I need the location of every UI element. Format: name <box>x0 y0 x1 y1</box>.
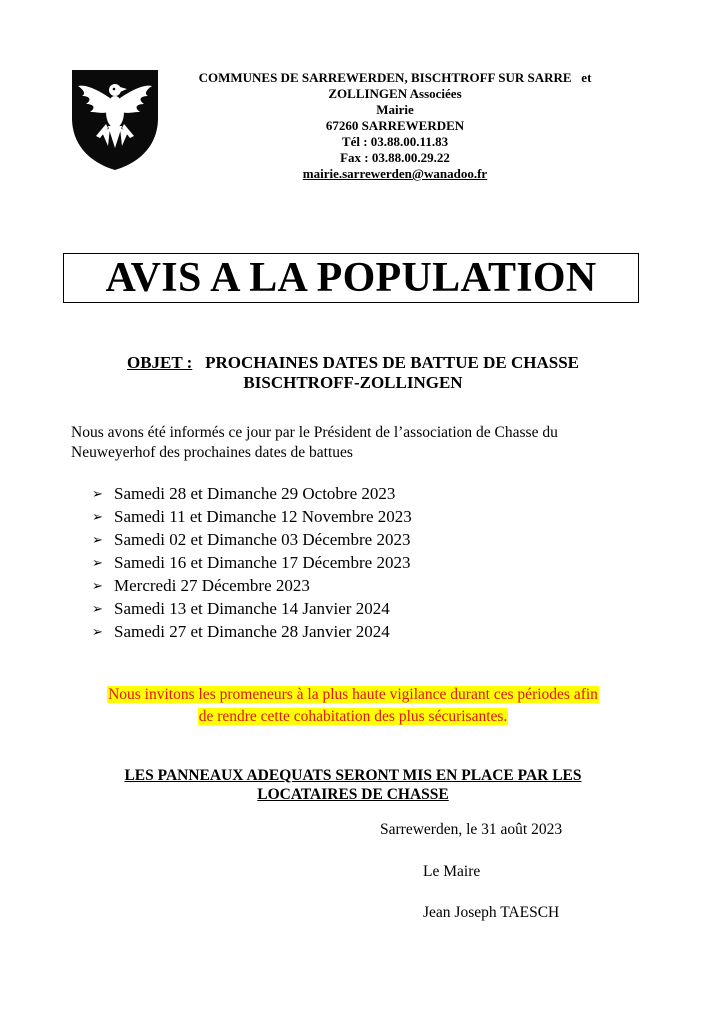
header-email-link[interactable]: mairie.sarrewerden@wanadoo.fr <box>302 166 488 181</box>
panneaux-line2: LOCATAIRES DE CHASSE <box>257 786 449 803</box>
date-text: Samedi 13 et Dimanche 14 Janvier 2024 <box>114 599 390 618</box>
date-item <box>92 482 412 505</box>
arrow-bullet-icon: ➢ <box>92 509 103 524</box>
date-text: Samedi 02 et Dimanche 03 Décembre 2023 <box>114 530 411 549</box>
warning-line1: Nous invitons les promeneurs à la plus haute vigilance durant ces périodes afin <box>108 686 598 703</box>
panneaux-line1: LES PANNEAUX ADEQUATS SERONT MIS EN PLACE PAR LES <box>124 767 582 784</box>
date-text: Samedi 28 et Dimanche 29 Octobre 2023 <box>114 484 396 503</box>
arrow-bullet-icon: ➢ <box>92 624 103 639</box>
arrow-bullet-icon: ➢ <box>92 601 103 616</box>
place-date: Sarrewerden, le 31 août 2023 <box>380 821 563 838</box>
dates-list <box>92 482 412 643</box>
date-text: Mercredi 27 Décembre 2023 <box>114 576 310 595</box>
date-text: Samedi 27 et Dimanche 28 Janvier 2024 <box>114 622 390 641</box>
objet-text: PROCHAINES DATES DE BATTUE DE CHASSE <box>205 353 580 372</box>
warning-line2: de rendre cette cohabitation des plus sécurisantes. <box>198 708 508 725</box>
header-zollingen: ZOLLINGEN Associées <box>328 86 462 101</box>
eagle-crest-icon <box>70 68 160 172</box>
signature-title: Le Maire <box>423 863 481 880</box>
panneaux-notice <box>70 766 636 804</box>
date-text: Samedi 11 et Dimanche 12 Novembre 2023 <box>114 507 412 526</box>
title-box <box>63 253 639 303</box>
date-item <box>92 505 412 528</box>
arrow-bullet-icon: ➢ <box>92 532 103 547</box>
arrow-bullet-icon: ➢ <box>92 555 103 570</box>
objet-section <box>70 353 636 393</box>
signature-name: Jean Joseph TAESCH <box>423 904 560 921</box>
date-item <box>92 528 412 551</box>
objet-line2: BISCHTROFF-ZOLLINGEN <box>243 373 463 392</box>
date-text: Samedi 16 et Dimanche 17 Décembre 2023 <box>114 553 411 572</box>
date-item <box>92 551 412 574</box>
arrow-bullet-icon: ➢ <box>92 486 103 501</box>
date-item <box>92 597 412 620</box>
warning-notice <box>70 684 636 728</box>
header-tel: Tél : 03.88.00.11.83 <box>341 134 449 149</box>
date-item <box>92 620 412 643</box>
header-mairie: Mairie <box>376 102 414 117</box>
intro-paragraph: Nous avons été informés ce jour par le Président de l’association de Chasse du Neuweyerhof des prochaines dates de battues <box>71 424 558 461</box>
date-item <box>92 574 412 597</box>
objet-label: OBJET : <box>126 353 193 372</box>
header-address: 67260 SARREWERDEN <box>325 118 465 133</box>
mairie-header <box>165 70 625 182</box>
header-fax: Fax : 03.88.00.29.22 <box>340 150 450 165</box>
arrow-bullet-icon: ➢ <box>92 578 103 593</box>
page-title: AVIS A LA POPULATION <box>105 255 597 301</box>
header-communes: COMMUNES DE SARREWERDEN, BISCHTROFF SUR SARRE et <box>198 70 592 85</box>
